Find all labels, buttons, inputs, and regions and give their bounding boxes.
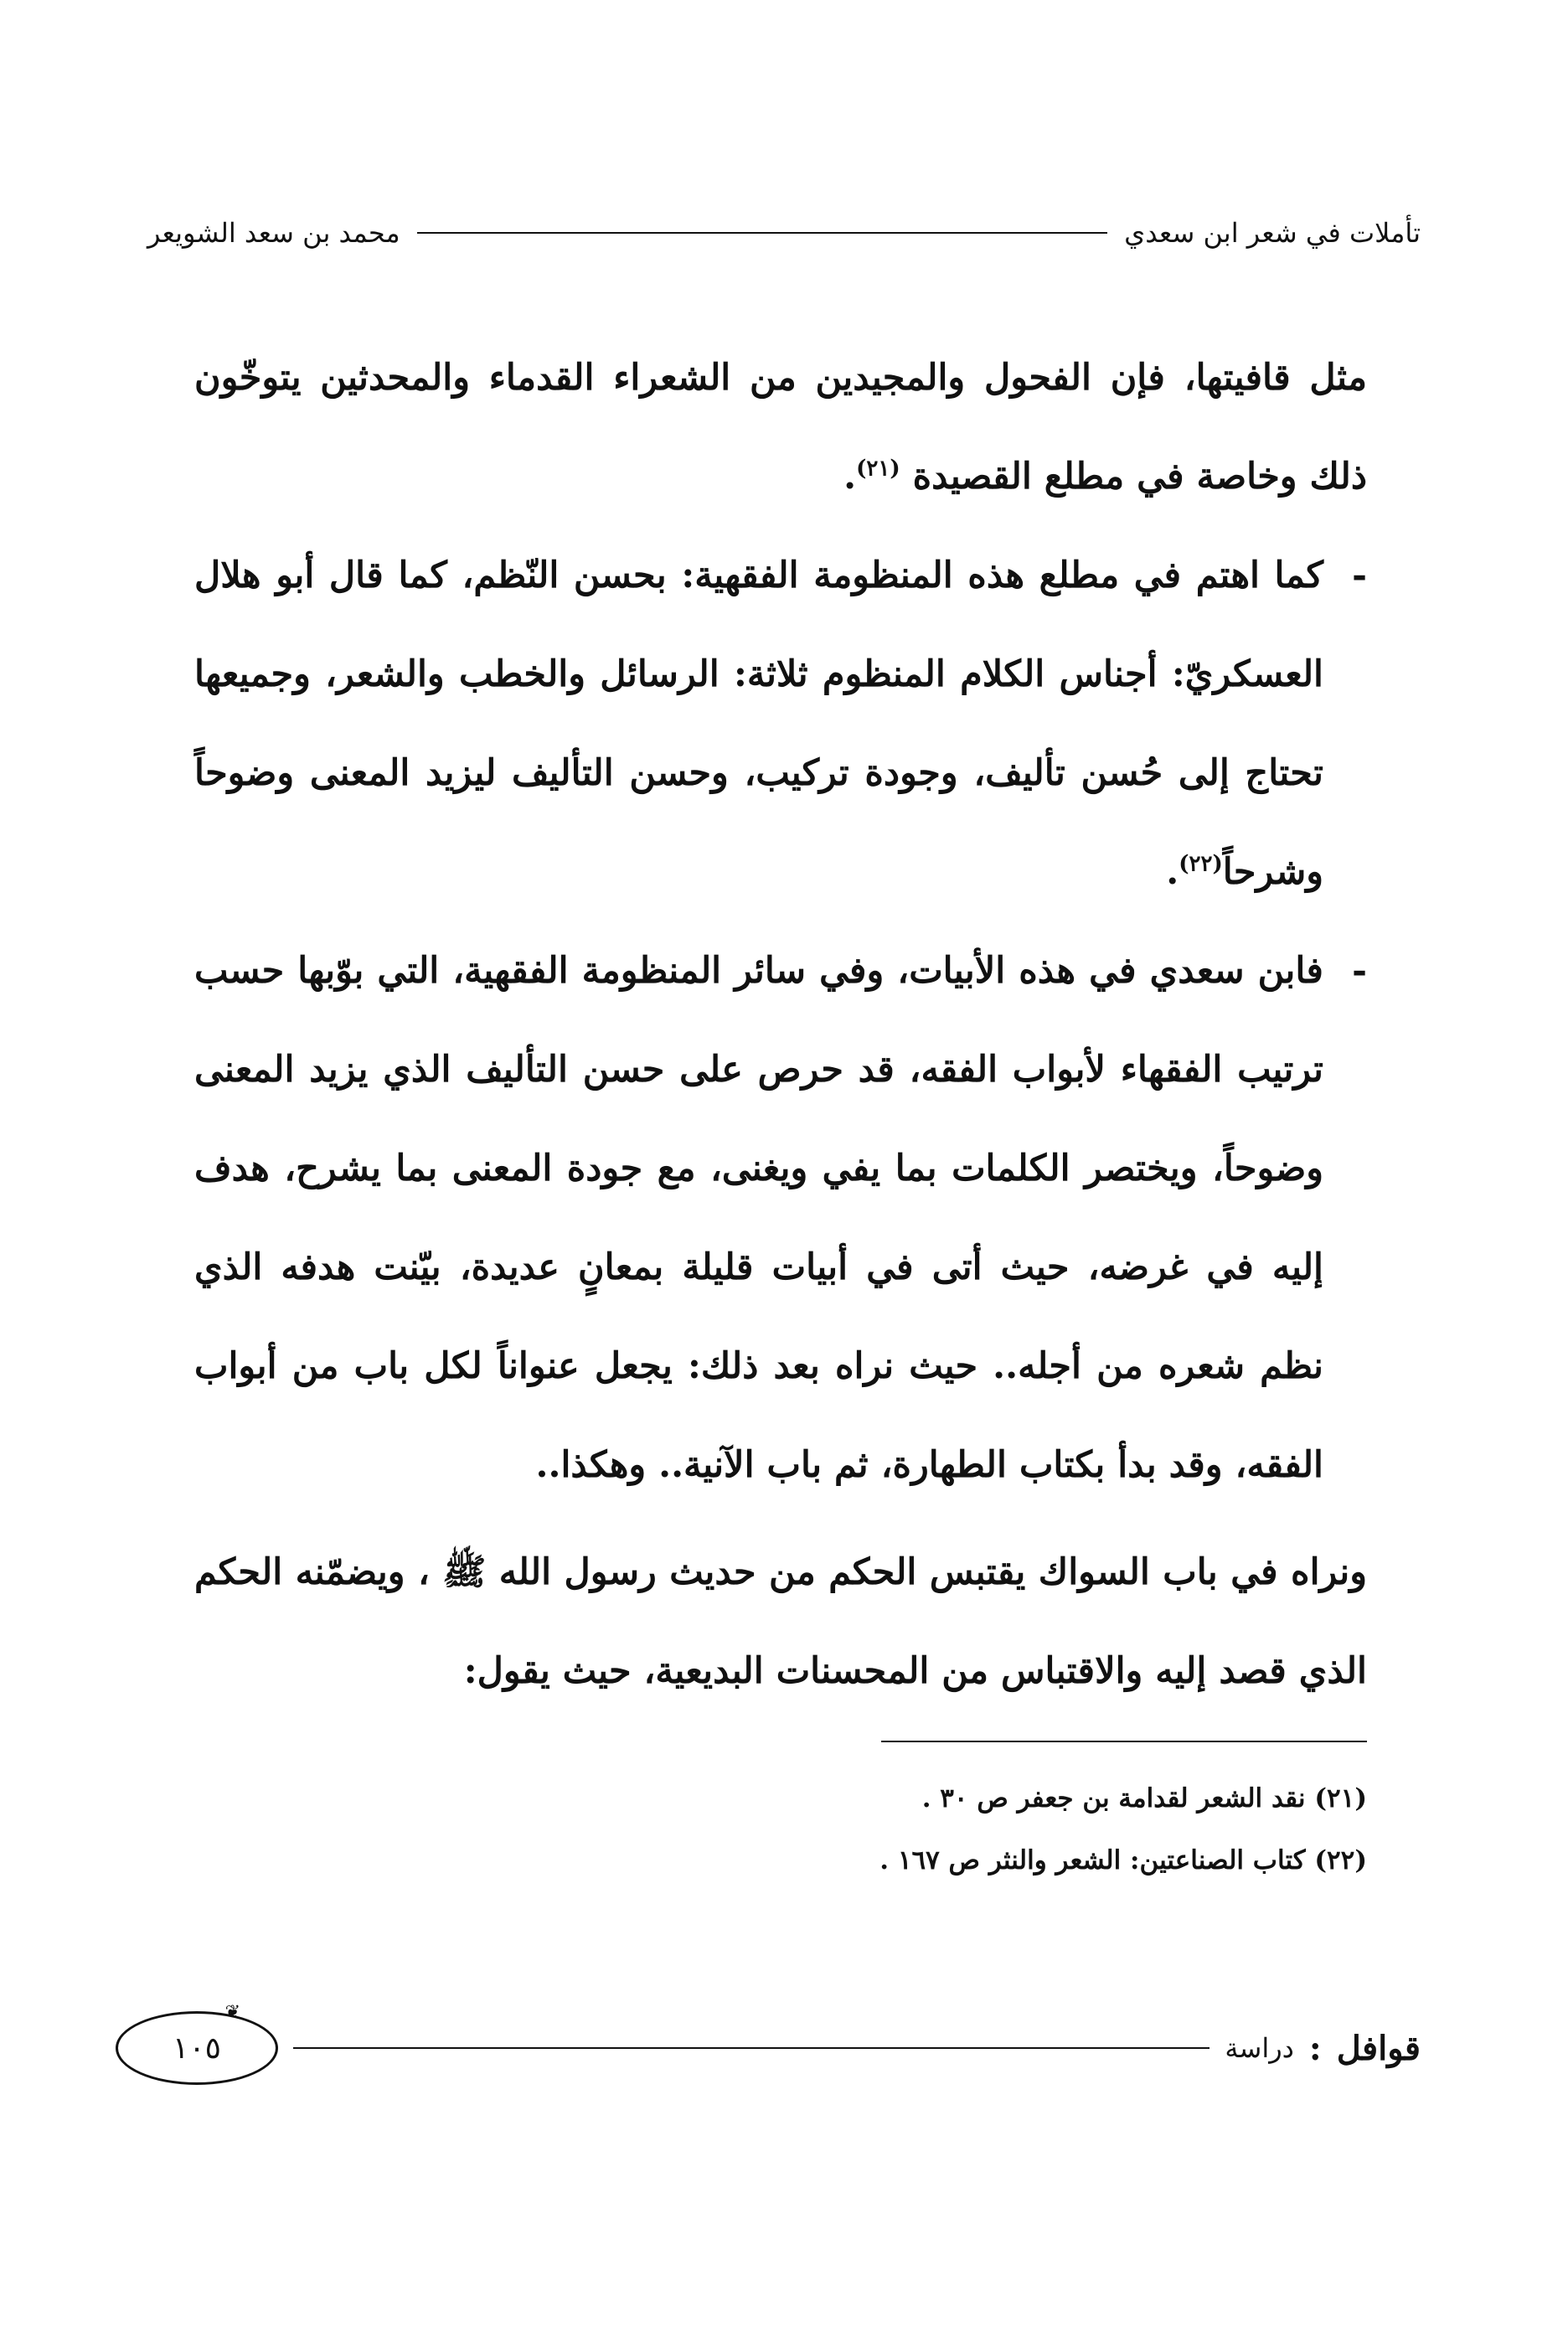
- footnote-rule: [881, 1741, 1367, 1742]
- footnotes: [194, 1767, 1367, 1891]
- bullet-item-2: [194, 921, 1367, 1514]
- book-title: تأملات في شعر ابن سعدي: [1124, 217, 1421, 249]
- journal-name: قوافل: [1336, 2028, 1421, 2068]
- bullet-1-end: .: [1166, 851, 1179, 893]
- paragraph-2-text-after: ، ويضمّنه الحكم الذي قصد إليه والاقتباس من المحسنات البديعية، حيث يقول:: [194, 1551, 1367, 1692]
- paragraph-1-end: .: [843, 456, 857, 498]
- honorific-glyph: ﷺ: [442, 1551, 487, 1593]
- paragraph-1-text: مثل قافيتها، فإن الفحول والمجيدين من الشعراء القدماء والمحدثين يتوخّون ذلك وخاصة في مطلع القصيدة: [194, 357, 1367, 498]
- paragraph-1: [194, 328, 1367, 526]
- footnote-ref-22[interactable]: (٢٢): [1179, 851, 1223, 877]
- running-header: [147, 208, 1421, 258]
- paragraph-2-text-before: ونراه في باب السواك يقتبس الحكم من حديث رسول الله: [498, 1551, 1367, 1593]
- footnote-ref-21[interactable]: (٢١): [856, 456, 900, 482]
- section-label: دراسة: [1225, 2032, 1294, 2064]
- footnote-22: (٢٢) كتاب الصناعتين: الشعر والنثر ص ١٦٧ .: [879, 1845, 1367, 1875]
- bullet-1-body: كما اهتم في مطلع هذه المنظومة الفقهية: بحسن النّظم، كما قال أبو هلال العسكريّ: أجناس الكلام المنظوم ثلاثة: الرسائل والخطب والشعر، وجميعها تحتاج إلى حُسن تأليف، وجودة تركيب، وحسن التأليف ليزيد المعنى وضوحاً وشرحاً: [194, 555, 1323, 893]
- page-number-badge: [116, 2002, 278, 2085]
- paragraph-2: [194, 1523, 1367, 1721]
- bullet-item-2-text: فابن سعدي في هذه الأبيات، وفي سائر المنظومة الفقهية، التي بوّبها حسب ترتيب الفقهاء لأبواب الفقه، قد حرص على حسن التأليف الذي يزيد المعنى وضوحاً، ويختصر الكلمات بما يفي ويغنى، مع جودة المعنى بما يشرح، هدف إليه في غرضه، حيث أتى في أبيات قليلة بمعانٍ عديدة، بيّنت هدفه الذي نظم شعره من أجله.. حيث نراه بعد ذلك: يجعل عنواناً لكل باب من أبواب الفقه، وقد بدأ بكتاب الطهارة، ثم باب الآنية.. وهكذا..: [194, 950, 1323, 1486]
- author-name: محمد بن سعد الشويعر: [147, 217, 400, 249]
- ornament-icon: ❦: [224, 2002, 240, 2023]
- page-number: ١٠٥: [173, 2030, 222, 2066]
- footer-separator: :: [1308, 2028, 1322, 2068]
- bullet-dash: -: [1352, 555, 1367, 596]
- bullet-item-1-text: [194, 526, 1323, 921]
- footer-rule: [293, 2047, 1210, 2049]
- footnote-21: (٢١) نقد الشعر لقدامة بن جعفر ص ٣٠ .: [921, 1783, 1367, 1813]
- page-footer: [116, 2002, 1421, 2094]
- bullet-dash: -: [1352, 950, 1367, 992]
- header-rule: [417, 232, 1108, 234]
- bullet-item-1: [194, 526, 1367, 921]
- body-text: [194, 328, 1367, 1721]
